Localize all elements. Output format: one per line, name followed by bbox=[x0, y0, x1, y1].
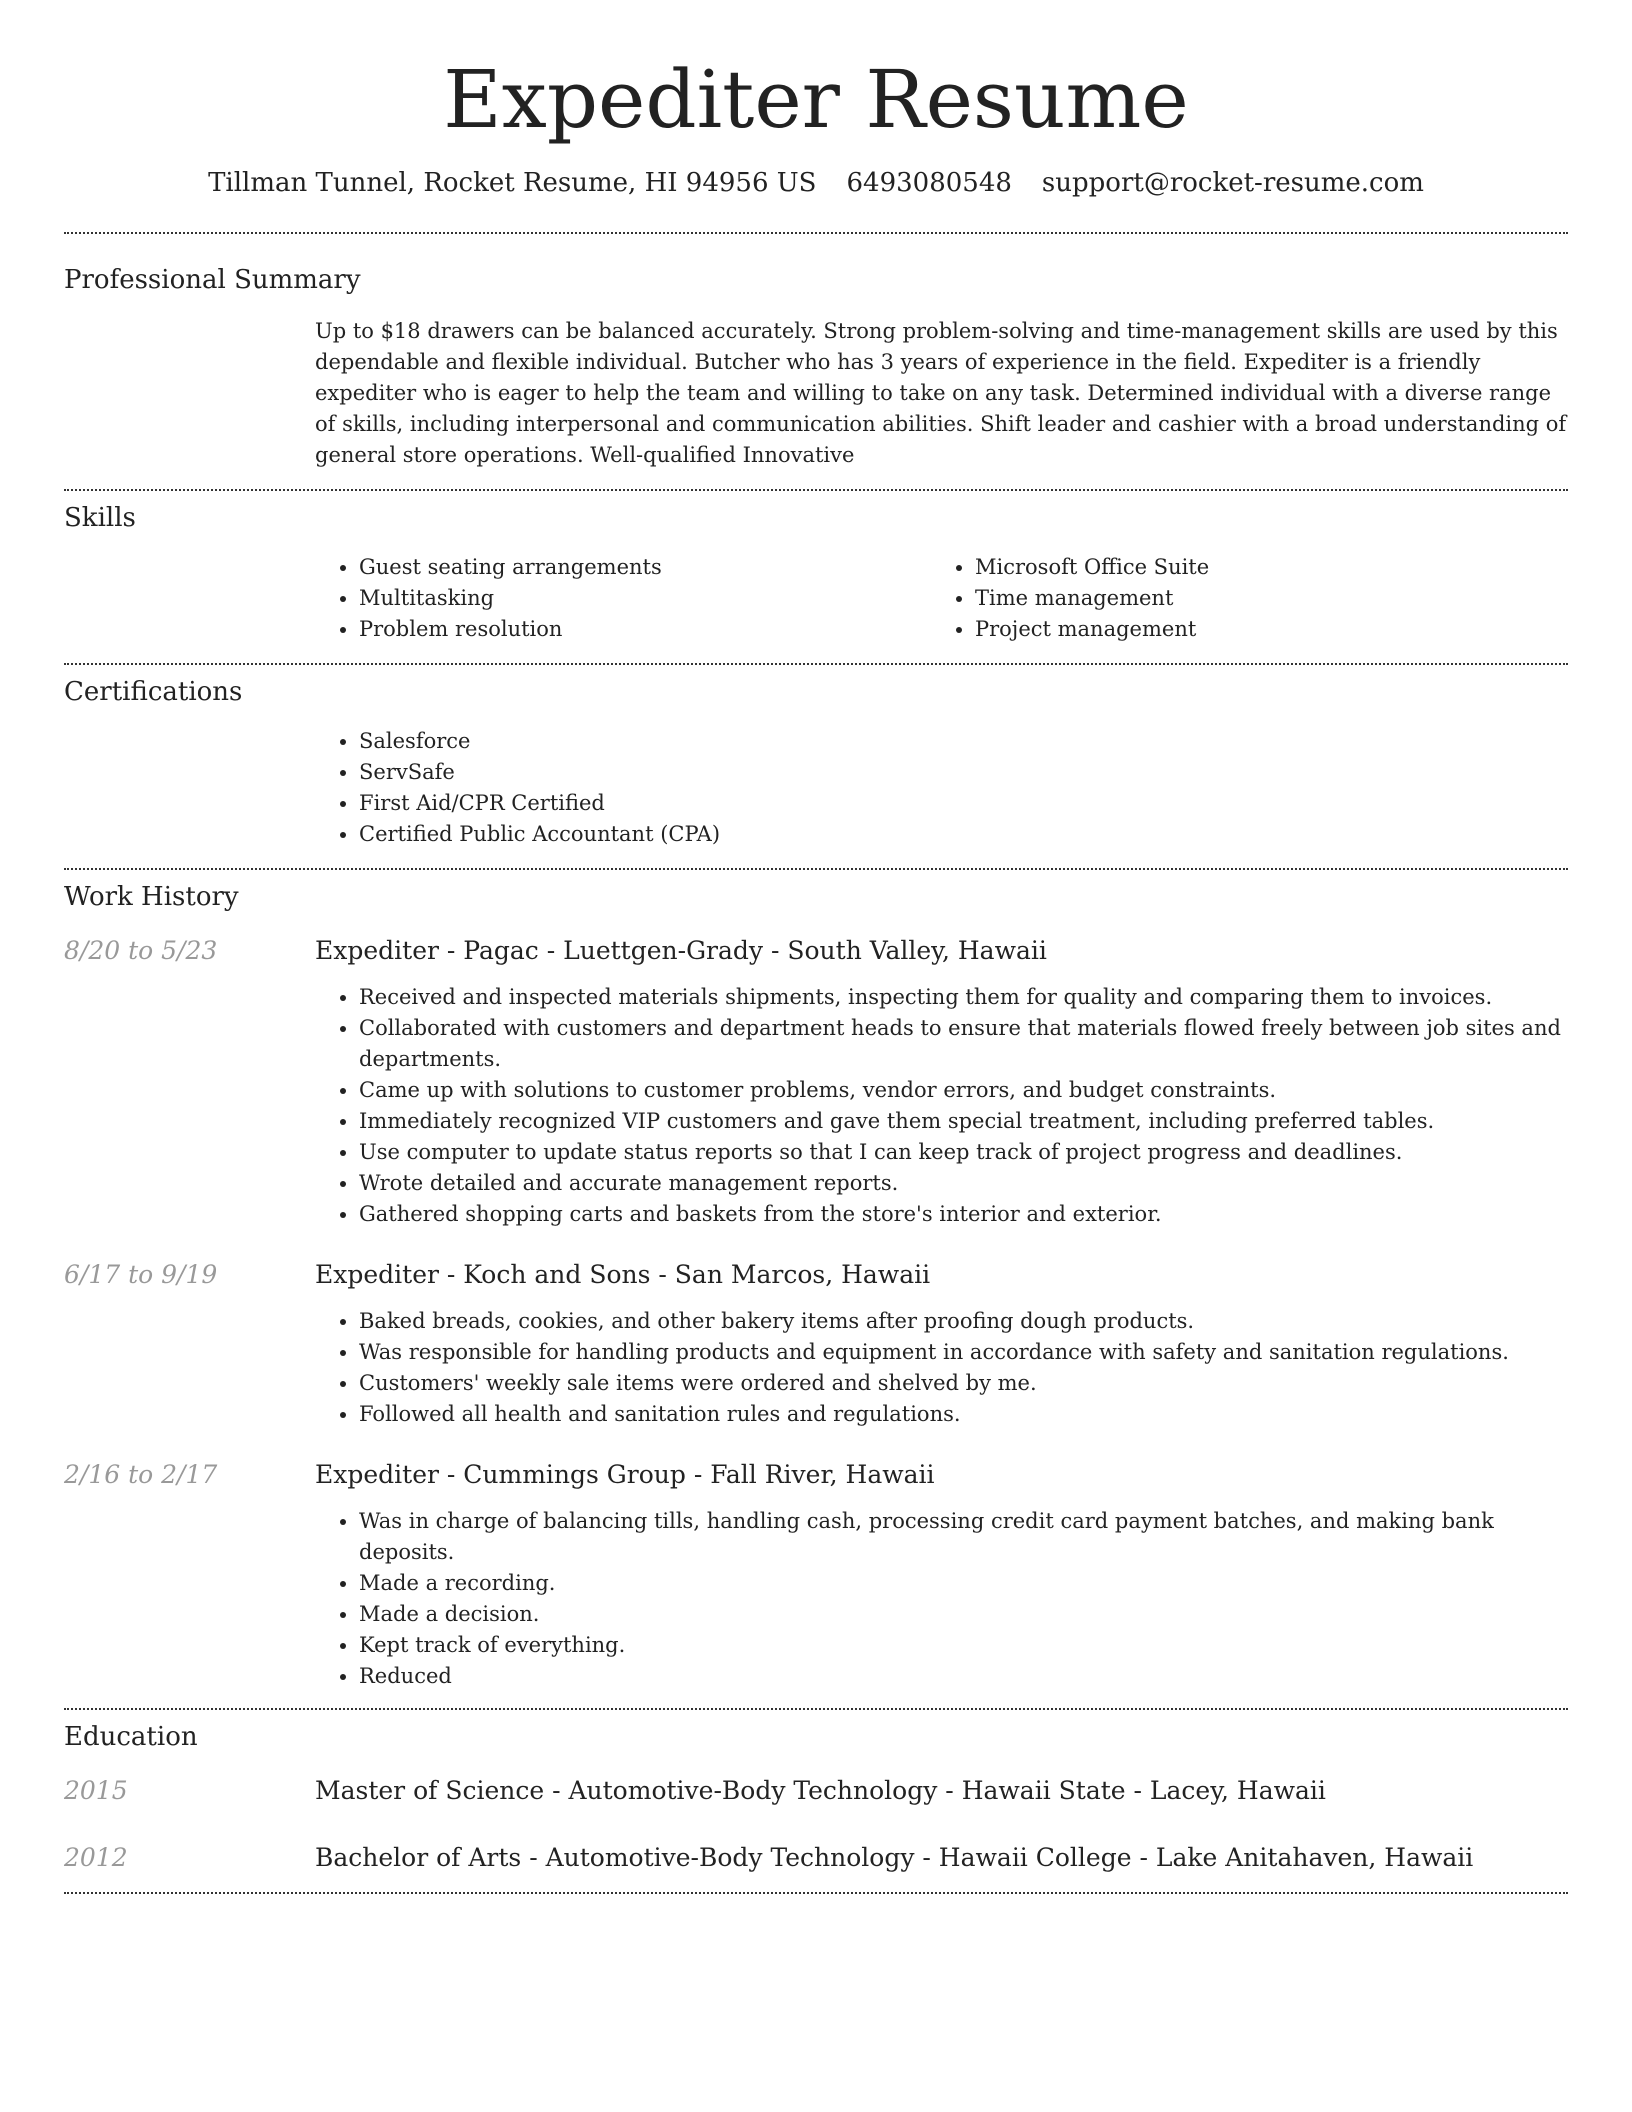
section-divider bbox=[64, 663, 1568, 665]
job-bullet: • Baked breads, cookies, and other bakery items after proofing dough products. bbox=[359, 1306, 1568, 1337]
section-title-summary: Professional Summary bbox=[64, 265, 361, 295]
section-title-education: Education bbox=[64, 1722, 198, 1752]
job-bullets bbox=[315, 1506, 1568, 1692]
certification-item: • ServSafe bbox=[359, 757, 1568, 788]
job-entry bbox=[64, 934, 1568, 1230]
certification-item: • Certified Public Accountant (CPA) bbox=[359, 819, 1568, 850]
certification-item: • First Aid/CPR Certified bbox=[359, 788, 1568, 819]
section-divider bbox=[64, 232, 1568, 234]
job-bullet: • Received and inspected materials shipments, inspecting them for quality and comparing them to invoices. bbox=[359, 982, 1568, 1013]
job-bullet: • Use computer to update status reports so that I can keep track of project progress and deadlines. bbox=[359, 1137, 1568, 1168]
contact-email: support@rocket-resume.com bbox=[1041, 168, 1424, 198]
education-section bbox=[64, 1720, 1568, 1875]
job-bullet: • Came up with solutions to customer problems, vendor errors, and budget constraints. bbox=[359, 1075, 1568, 1106]
skills-list-left bbox=[315, 552, 931, 645]
job-bullet: • Wrote detailed and accurate management reports. bbox=[359, 1168, 1568, 1199]
education-heading: Master of Science - Automotive-Body Technology - Hawaii State - Lacey, Hawaii bbox=[315, 1776, 1326, 1805]
skills-section bbox=[64, 501, 1568, 645]
resume-title: Expediter Resume bbox=[443, 53, 1189, 146]
contact-address: Tillman Tunnel, Rocket Resume, HI 94956 US bbox=[208, 168, 817, 198]
job-bullets bbox=[315, 1306, 1568, 1430]
skills-list-right bbox=[931, 552, 1547, 645]
skill-item: • Microsoft Office Suite bbox=[975, 552, 1547, 583]
job-heading: Expediter - Cummings Group - Fall River, Hawaii bbox=[315, 1460, 935, 1489]
section-divider bbox=[64, 868, 1568, 870]
job-bullet: • Reduced bbox=[359, 1661, 1568, 1692]
work-history-section bbox=[64, 880, 1568, 1692]
skill-item: • Problem resolution bbox=[359, 614, 931, 645]
job-bullet: • Collaborated with customers and department heads to ensure that materials flowed freely between job sites and departments. bbox=[359, 1013, 1568, 1075]
contact-line bbox=[64, 166, 1568, 200]
job-bullet: • Immediately recognized VIP customers and gave them special treatment, including preferred tables. bbox=[359, 1106, 1568, 1137]
job-bullet: • Made a decision. bbox=[359, 1599, 1568, 1630]
skill-item: • Multitasking bbox=[359, 583, 931, 614]
job-bullet: • Made a recording. bbox=[359, 1568, 1568, 1599]
section-title-skills: Skills bbox=[64, 503, 136, 533]
education-entry bbox=[64, 1841, 1568, 1875]
job-entry bbox=[64, 1258, 1568, 1430]
certifications-section bbox=[64, 675, 1568, 850]
education-year: 2015 bbox=[64, 1776, 128, 1805]
summary-text: Up to $18 drawers can be balanced accurately. Strong problem-solving and time-management skills are used by this dependable and flexible individual. Butcher who has 3 years of experience in the field. Expediter is a friendly expediter who is eager to help the team and willing to take on any task. Determined individual with a diverse range of skills, including interpersonal and communication abilities. Shift leader and cashier with a broad understanding of general store operations. Well-qualified Innovative bbox=[315, 319, 1567, 467]
job-heading: Expediter - Pagac - Luettgen-Grady - South Valley, Hawaii bbox=[315, 936, 1047, 965]
job-bullet: • Gathered shopping carts and baskets from the store's interior and exterior. bbox=[359, 1199, 1568, 1230]
skill-item: • Project management bbox=[975, 614, 1547, 645]
skill-item: • Time management bbox=[975, 583, 1547, 614]
education-year: 2012 bbox=[64, 1843, 128, 1872]
certifications-list bbox=[315, 726, 1568, 850]
section-title-certifications: Certifications bbox=[64, 677, 243, 707]
job-bullets bbox=[315, 982, 1568, 1230]
job-dates: 6/17 to 9/19 bbox=[64, 1260, 218, 1289]
education-heading: Bachelor of Arts - Automotive-Body Technology - Hawaii College - Lake Anitahaven, Hawaii bbox=[315, 1843, 1474, 1872]
job-bullet: • Customers' weekly sale items were ordered and shelved by me. bbox=[359, 1368, 1568, 1399]
skill-item: • Guest seating arrangements bbox=[359, 552, 931, 583]
section-divider bbox=[64, 1892, 1568, 1894]
section-title-work-history: Work History bbox=[64, 882, 239, 912]
job-heading: Expediter - Koch and Sons - San Marcos, Hawaii bbox=[315, 1260, 931, 1289]
education-entry bbox=[64, 1774, 1568, 1808]
job-dates: 2/16 to 2/17 bbox=[64, 1460, 218, 1489]
job-bullet: • Was in charge of balancing tills, handling cash, processing credit card payment batches, and making bank deposits. bbox=[359, 1506, 1568, 1568]
section-divider bbox=[64, 489, 1568, 491]
job-bullet: • Kept track of everything. bbox=[359, 1630, 1568, 1661]
contact-phone: 6493080548 bbox=[846, 168, 1012, 198]
job-bullet: • Followed all health and sanitation rules and regulations. bbox=[359, 1399, 1568, 1430]
job-dates: 8/20 to 5/23 bbox=[64, 936, 218, 965]
certification-item: • Salesforce bbox=[359, 726, 1568, 757]
job-bullet: • Was responsible for handling products and equipment in accordance with safety and sanitation regulations. bbox=[359, 1337, 1568, 1368]
job-entry bbox=[64, 1458, 1568, 1692]
summary-section bbox=[64, 263, 1568, 471]
section-divider bbox=[64, 1708, 1568, 1710]
